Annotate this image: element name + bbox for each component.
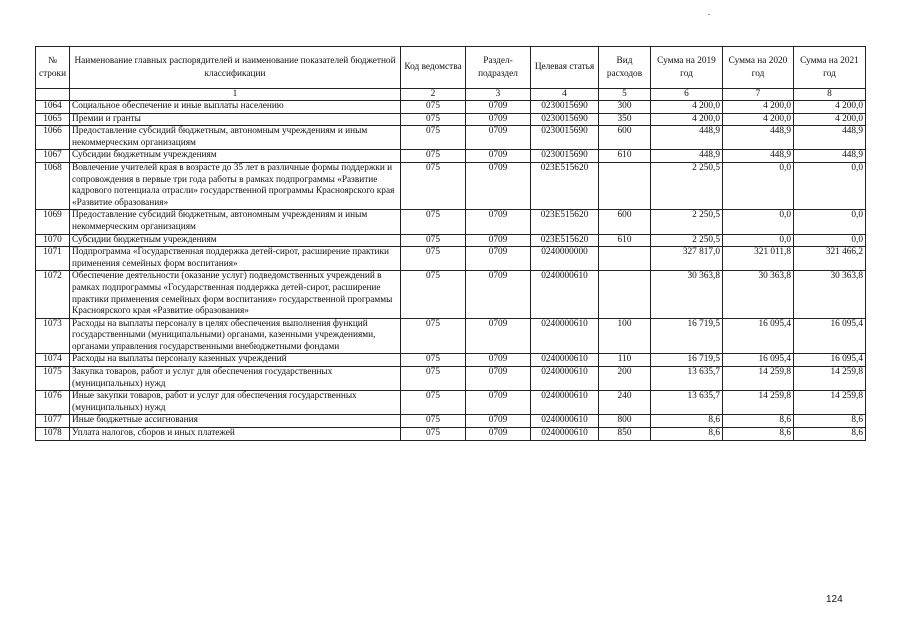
table-row (36, 247, 866, 271)
indicator-name-cell: Социальное обеспечение и иные выплаты населению (70, 101, 401, 114)
table-row (36, 210, 866, 234)
row-number-cell: 1077 (36, 415, 70, 428)
sum-2020-cell: 0,0 (723, 210, 794, 234)
sum-2019-cell: 13 635,7 (651, 391, 723, 415)
target-article-cell: 0230015690 (531, 113, 599, 126)
sum-2019-cell: 2 250,5 (651, 162, 723, 209)
sum-2021-cell: 8,6 (794, 415, 866, 428)
sum-2021-cell: 321 466,2 (794, 247, 866, 271)
page-number: 124 (826, 594, 843, 605)
indicator-name-cell: Премии и гранты (70, 113, 401, 126)
target-article-cell: 0240000610 (531, 391, 599, 415)
sum-2020-cell: 16 095,4 (723, 354, 794, 367)
sum-2020-cell: 30 363,8 (723, 271, 794, 318)
sum-2019-cell: 327 817,0 (651, 247, 723, 271)
expense-type-cell: 100 (599, 318, 651, 354)
header-department-code: Код ведомства (401, 47, 466, 89)
budget-table (35, 46, 866, 441)
sum-2021-cell: 14 259,8 (794, 367, 866, 391)
row-number-cell: 1065 (36, 113, 70, 126)
target-article-cell: 0230015690 (531, 126, 599, 150)
department-code-cell: 075 (401, 391, 466, 415)
header-expense-type: Вид расходов (599, 47, 651, 89)
sum-2020-cell: 14 259,8 (723, 367, 794, 391)
sum-2021-cell: 0,0 (794, 210, 866, 234)
sum-2020-cell: 14 259,8 (723, 391, 794, 415)
sum-2019-cell: 16 719,5 (651, 318, 723, 354)
target-article-cell: 0230015690 (531, 101, 599, 114)
header-section: Раздел-подраздел (466, 47, 531, 89)
row-number-cell: 1078 (36, 428, 70, 441)
sum-2020-cell: 8,6 (723, 415, 794, 428)
sum-2020-cell: 0,0 (723, 234, 794, 247)
sum-2021-cell: 4 200,0 (794, 101, 866, 114)
department-code-cell: 075 (401, 367, 466, 391)
table-row (36, 367, 866, 391)
section-cell: 0709 (466, 354, 531, 367)
target-article-cell: 023E515620 (531, 162, 599, 209)
department-code-cell: 075 (401, 126, 466, 150)
table-row (36, 162, 866, 209)
sum-2019-cell: 8,6 (651, 428, 723, 441)
row-number-cell: 1066 (36, 126, 70, 150)
department-code-cell: 075 (401, 234, 466, 247)
expense-type-cell: 850 (599, 428, 651, 441)
target-article-cell: 0240000610 (531, 318, 599, 354)
sum-2020-cell: 448,9 (723, 150, 794, 163)
section-cell: 0709 (466, 126, 531, 150)
sum-2020-cell: 4 200,0 (723, 113, 794, 126)
section-cell: 0709 (466, 271, 531, 318)
target-article-cell: 0240000610 (531, 415, 599, 428)
target-article-cell: 0240000610 (531, 367, 599, 391)
sum-2021-cell: 4 200,0 (794, 113, 866, 126)
expense-type-cell (599, 271, 651, 318)
row-number-cell: 1073 (36, 318, 70, 354)
indicator-name-cell: Закупка товаров, работ и услуг для обеспечения государственных (муниципальных) нужд (70, 367, 401, 391)
target-article-cell: 0240000000 (531, 247, 599, 271)
table-row (36, 101, 866, 114)
header-sum-2021: Сумма на 2021 год (794, 47, 866, 89)
table-row (36, 150, 866, 163)
section-cell: 0709 (466, 234, 531, 247)
sum-2019-cell: 448,9 (651, 126, 723, 150)
column-number (36, 89, 70, 101)
column-number: 3 (466, 89, 531, 101)
indicator-name-cell: Вовлечение учителей края в возрасте до 35 лет в различные формы поддержки и сопровождения в первые три года работы в рамках подпрограммы «Развитие кадрового потенциала отрасли» государственной программы Красноярского края «Развитие образования» (70, 162, 401, 209)
header-row-number: № строки (36, 47, 70, 89)
department-code-cell: 075 (401, 247, 466, 271)
sum-2019-cell: 8,6 (651, 415, 723, 428)
column-number-row (36, 89, 866, 101)
target-article-cell: 0240000610 (531, 354, 599, 367)
section-cell: 0709 (466, 162, 531, 209)
column-number: 1 (70, 89, 401, 101)
department-code-cell: 075 (401, 210, 466, 234)
row-number-cell: 1075 (36, 367, 70, 391)
target-article-cell: 0240000610 (531, 271, 599, 318)
indicator-name-cell: Иные бюджетные ассигнования (70, 415, 401, 428)
sum-2021-cell: 30 363,8 (794, 271, 866, 318)
sum-2021-cell: 0,0 (794, 234, 866, 247)
section-cell: 0709 (466, 391, 531, 415)
expense-type-cell: 240 (599, 391, 651, 415)
sum-2020-cell: 8,6 (723, 428, 794, 441)
department-code-cell: 075 (401, 271, 466, 318)
column-number: 7 (723, 89, 794, 101)
row-number-cell: 1076 (36, 391, 70, 415)
row-number-cell: 1070 (36, 234, 70, 247)
row-number-cell: 1074 (36, 354, 70, 367)
row-number-cell: 1064 (36, 101, 70, 114)
row-number-cell: 1067 (36, 150, 70, 163)
sum-2020-cell: 321 011,8 (723, 247, 794, 271)
header-sum-2019: Сумма на 2019 год (651, 47, 723, 89)
department-code-cell: 075 (401, 162, 466, 209)
target-article-cell: 0230015690 (531, 150, 599, 163)
section-cell: 0709 (466, 150, 531, 163)
sum-2019-cell: 2 250,5 (651, 234, 723, 247)
department-code-cell: 075 (401, 113, 466, 126)
table-row (36, 354, 866, 367)
sum-2021-cell: 16 095,4 (794, 354, 866, 367)
row-number-cell: 1068 (36, 162, 70, 209)
department-code-cell: 075 (401, 428, 466, 441)
sum-2020-cell: 0,0 (723, 162, 794, 209)
indicator-name-cell: Субсидии бюджетным учреждениям (70, 234, 401, 247)
sum-2021-cell: 14 259,8 (794, 391, 866, 415)
indicator-name-cell: Обеспечение деятельности (оказание услуг) подведомственных учреждений в рамках подпрограммы «Государственная поддержка детей-сирот, расширение практики применения семейных форм воспитания» государственной программы Красноярского края «Развитие образования» (70, 271, 401, 318)
section-cell: 0709 (466, 101, 531, 114)
row-number-cell: 1071 (36, 247, 70, 271)
sum-2019-cell: 2 250,5 (651, 210, 723, 234)
section-cell: 0709 (466, 318, 531, 354)
indicator-name-cell: Подпрограмма «Государственная поддержка детей-сирот, расширение практики применения семейных форм воспитания» (70, 247, 401, 271)
indicator-name-cell: Иные закупки товаров, работ и услуг для обеспечения государственных (муниципальных) нужд (70, 391, 401, 415)
row-number-cell: 1069 (36, 210, 70, 234)
sum-2021-cell: 16 095,4 (794, 318, 866, 354)
row-number-cell: 1072 (36, 271, 70, 318)
indicator-name-cell: Расходы на выплаты персоналу в целях обеспечения выполнения функций государственными (муниципальными) органами, казенными учреждениями, органами управления государственными внебюджетными фондами (70, 318, 401, 354)
sum-2021-cell: 448,9 (794, 150, 866, 163)
expense-type-cell (599, 162, 651, 209)
table-row (36, 428, 866, 441)
column-number: 5 (599, 89, 651, 101)
table-row (36, 415, 866, 428)
section-cell: 0709 (466, 428, 531, 441)
department-code-cell: 075 (401, 101, 466, 114)
sum-2019-cell: 16 719,5 (651, 354, 723, 367)
table-row (36, 126, 866, 150)
table-row (36, 318, 866, 354)
expense-type-cell: 600 (599, 210, 651, 234)
indicator-name-cell: Субсидии бюджетным учреждениям (70, 150, 401, 163)
section-cell: 0709 (466, 367, 531, 391)
column-number: 8 (794, 89, 866, 101)
header-target-article: Целевая статья (531, 47, 599, 89)
expense-type-cell: 600 (599, 126, 651, 150)
department-code-cell: 075 (401, 415, 466, 428)
indicator-name-cell: Уплата налогов, сборов и иных платежей (70, 428, 401, 441)
sum-2020-cell: 16 095,4 (723, 318, 794, 354)
expense-type-cell: 300 (599, 101, 651, 114)
sum-2020-cell: 4 200,0 (723, 101, 794, 114)
section-cell: 0709 (466, 113, 531, 126)
header-row (36, 47, 866, 89)
column-number: 6 (651, 89, 723, 101)
table-row (36, 113, 866, 126)
table-row (36, 391, 866, 415)
indicator-name-cell: Расходы на выплаты персоналу казенных учреждений (70, 354, 401, 367)
sum-2019-cell: 448,9 (651, 150, 723, 163)
section-cell: 0709 (466, 415, 531, 428)
header-sum-2020: Сумма на 2020 год (723, 47, 794, 89)
sum-2019-cell: 13 635,7 (651, 367, 723, 391)
sum-2021-cell: 0,0 (794, 162, 866, 209)
department-code-cell: 075 (401, 150, 466, 163)
expense-type-cell: 110 (599, 354, 651, 367)
expense-type-cell: 610 (599, 150, 651, 163)
column-number: 4 (531, 89, 599, 101)
header-name: Наименование главных распорядителей и наименование показателей бюджетной классификации (70, 47, 401, 89)
sum-2019-cell: 4 200,0 (651, 113, 723, 126)
target-article-cell: 023E515620 (531, 234, 599, 247)
expense-type-cell: 800 (599, 415, 651, 428)
table-row (36, 271, 866, 318)
scan-speck (708, 14, 710, 15)
indicator-name-cell: Предоставление субсидий бюджетным, автономным учреждениям и иным некоммерческим организациям (70, 210, 401, 234)
table-row (36, 234, 866, 247)
column-number: 2 (401, 89, 466, 101)
section-cell: 0709 (466, 247, 531, 271)
expense-type-cell: 200 (599, 367, 651, 391)
expense-type-cell: 350 (599, 113, 651, 126)
sum-2019-cell: 30 363,8 (651, 271, 723, 318)
section-cell: 0709 (466, 210, 531, 234)
sum-2019-cell: 4 200,0 (651, 101, 723, 114)
sum-2020-cell: 448,9 (723, 126, 794, 150)
sum-2021-cell: 8,6 (794, 428, 866, 441)
department-code-cell: 075 (401, 318, 466, 354)
target-article-cell: 023E515620 (531, 210, 599, 234)
expense-type-cell (599, 247, 651, 271)
target-article-cell: 0240000610 (531, 428, 599, 441)
expense-type-cell: 610 (599, 234, 651, 247)
sum-2021-cell: 448,9 (794, 126, 866, 150)
department-code-cell: 075 (401, 354, 466, 367)
indicator-name-cell: Предоставление субсидий бюджетным, автономным учреждениям и иным некоммерческим организациям (70, 126, 401, 150)
